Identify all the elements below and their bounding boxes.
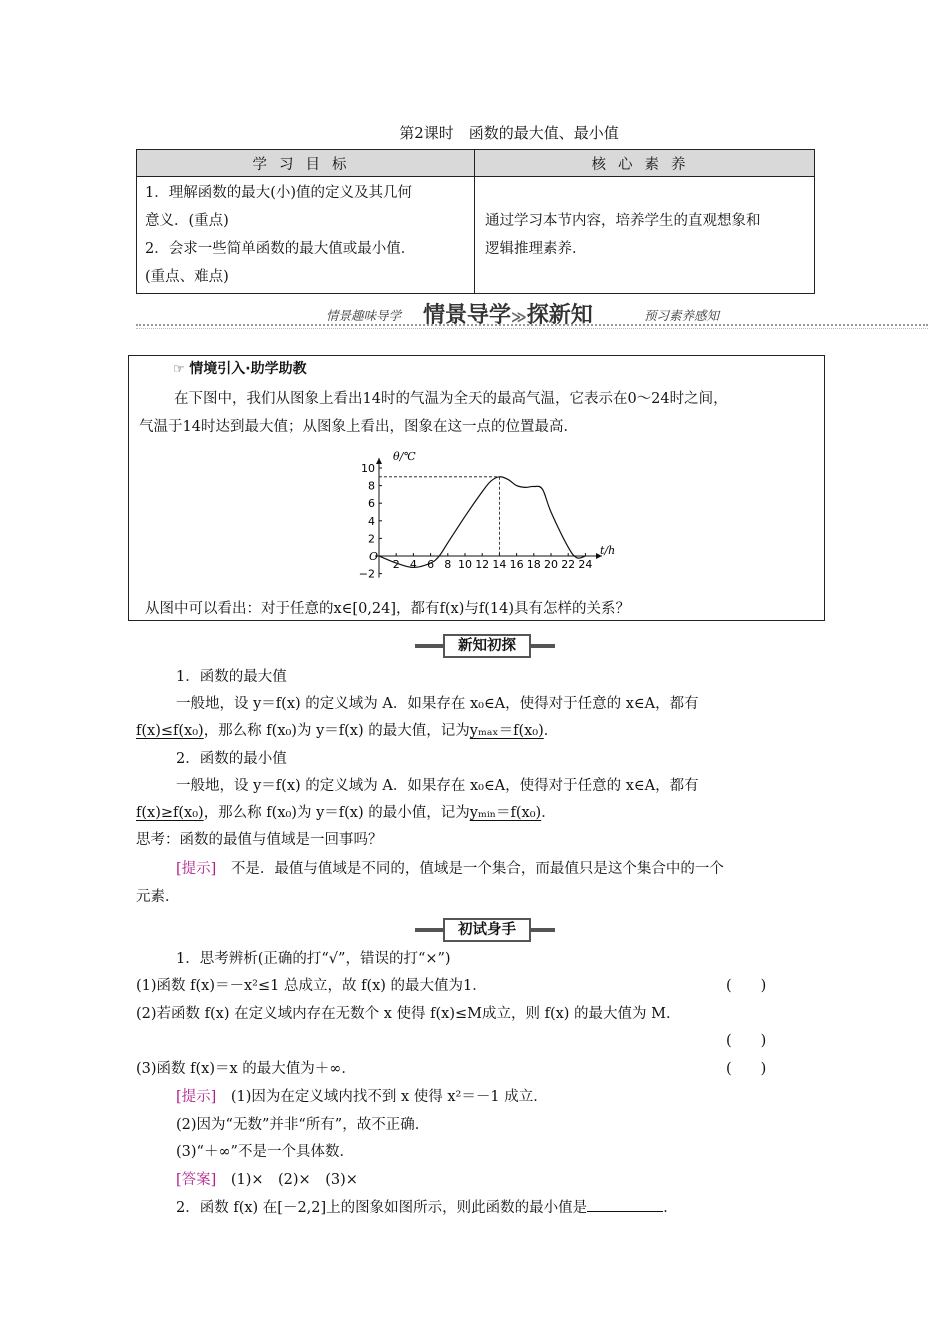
y-tick-label: 4	[368, 514, 375, 528]
banner-right-text: 预习素养感知	[644, 308, 720, 323]
banner-divider	[136, 324, 928, 326]
max-def-line-1: 一般地，设 y＝f(x) 的定义域为 A．如果存在 x₀∈A，使得对于任意的 x∈A，都有	[176, 696, 699, 712]
max-def-line-2: f(x)≤f(x₀)，那么称 f(x₀)为 y＝f(x) 的最大值，记为yₘₐₓ＝f(x₀)．	[136, 723, 559, 739]
y-tick-label: 2	[368, 532, 375, 546]
q1-paren-1: ( )	[726, 978, 767, 994]
y-tick-label: 8	[368, 479, 375, 493]
y-tick-label: 10	[361, 462, 375, 475]
goals-cell-left: 1．理解函数的最大(小)值的定义及其几何 意义．(重点) 2．会求一些简单函数的最大值或最小值． (重点、难点)	[137, 177, 475, 294]
goals-table	[136, 149, 815, 294]
intro-tag: ☞ 情境引入·助学助教	[173, 361, 307, 377]
y-axis-arrow	[376, 458, 382, 464]
y-tick-label: 6	[368, 497, 375, 511]
q1-item-1: (1)函数 f(x)＝－x²≤1 总成立，故 f(x) 的最大值为1．	[136, 978, 487, 994]
origin-label: O	[369, 550, 379, 563]
y-axis-label: θ/℃	[393, 450, 416, 463]
x-tick-label: 20	[544, 558, 558, 571]
min-def-line-2: f(x)≥f(x₀)，那么称 f(x₀)为 y＝f(x) 的最小值，记为yₘᵢₙ＝f(x₀)．	[136, 805, 556, 821]
x-tick-label: 22	[561, 558, 576, 571]
banner-divider-2	[136, 328, 928, 329]
x-axis-label: t/h	[600, 544, 616, 557]
q1-paren-2: ( )	[726, 1033, 767, 1049]
min-heading: 2．函数的最小值	[176, 751, 287, 767]
x-tick-label: 12	[475, 558, 490, 571]
x-tick-label: 8	[444, 558, 452, 571]
q2-stem: 2．函数 f(x) 在[－2,2]上的图象如图所示，则此函数的最小值是 ．	[176, 1195, 678, 1221]
q1-stem: 1．思考辨析(正确的打“√”，错误的打“×”)	[176, 951, 451, 967]
x-tick-label: 14	[492, 558, 507, 571]
answer-blank[interactable]	[587, 1197, 663, 1212]
banner-left-text: 情景趣味导学	[326, 308, 402, 323]
y-tick-label: −2	[358, 567, 375, 581]
x-tick-label: 18	[526, 558, 541, 571]
x-tick-label: 10	[458, 558, 472, 571]
hint-line-2: 元素．	[136, 889, 180, 905]
goals-header-right: 核心素养	[475, 150, 815, 177]
x-tick-label: 4	[409, 558, 417, 571]
q1-item-2: (2)若函数 f(x) 在定义域内存在无数个 x 使得 f(x)≤M成立，则 f(x) 的最大值为 M．	[136, 1006, 681, 1022]
x-tick-label: 16	[509, 558, 524, 571]
q1-item-3: (3)函数 f(x)＝x 的最大值为＋∞．	[136, 1061, 356, 1077]
x-tick-label: 2	[392, 558, 400, 571]
practice-badge: 初试身手	[415, 918, 555, 940]
goals-header-left: 学习目标	[137, 150, 475, 177]
intro-line-1: 在下图中，我们从图象上看出14时的气温为全天的最高气温，它表示在0～24时之间，	[174, 391, 728, 407]
practice-section	[136, 946, 826, 1226]
think-question: 思考：函数的最值与值域是一回事吗？	[136, 832, 383, 848]
page-title: 第2课时 函数的最大值、最小值	[399, 124, 619, 142]
practice-answer: [答案] (1)× (2)× (3)×	[176, 1172, 358, 1188]
intro-box	[128, 355, 825, 621]
temperature-chart	[349, 444, 639, 584]
hint-line-1: [提示] 不是．最值与值域是不同的，值域是一个集合，而最值只是这个集合中的一个	[176, 861, 724, 877]
practice-hint-3: (3)“＋∞”不是一个具体数．	[176, 1144, 354, 1160]
hand-icon: ☞	[173, 362, 185, 377]
x-tick-label: 24	[578, 558, 593, 571]
min-def-line-1: 一般地，设 y＝f(x) 的定义域为 A．如果存在 x₀∈A，使得对于任意的 x∈A，都有	[176, 778, 699, 794]
new-knowledge-badge: 新知初探	[415, 634, 555, 656]
q1-paren-3: ( )	[726, 1061, 767, 1077]
practice-hint-2: (2)因为“无数”并非“所有”，故不正确．	[176, 1117, 430, 1133]
goals-cell-right: 通过学习本节内容，培养学生的直观想象和 逻辑推理素养．	[475, 177, 815, 294]
intro-line-2: 气温于14时达到最大值；从图象上看出，图象在这一点的位置最高．	[139, 419, 578, 435]
practice-hint-1: [提示] (1)因为在定义域内找不到 x 使得 x²＝－1 成立．	[176, 1089, 548, 1105]
banner-main-text: 情景导学≫探新知	[423, 303, 593, 328]
x-tick-label: 6	[427, 558, 435, 571]
intro-question: 从图中可以看出：对于任意的x∈[0,24]，都有f(x)与f(14)具有怎样的关系？	[145, 601, 630, 617]
section-banner	[136, 298, 928, 328]
max-heading: 1．函数的最大值	[176, 669, 287, 685]
